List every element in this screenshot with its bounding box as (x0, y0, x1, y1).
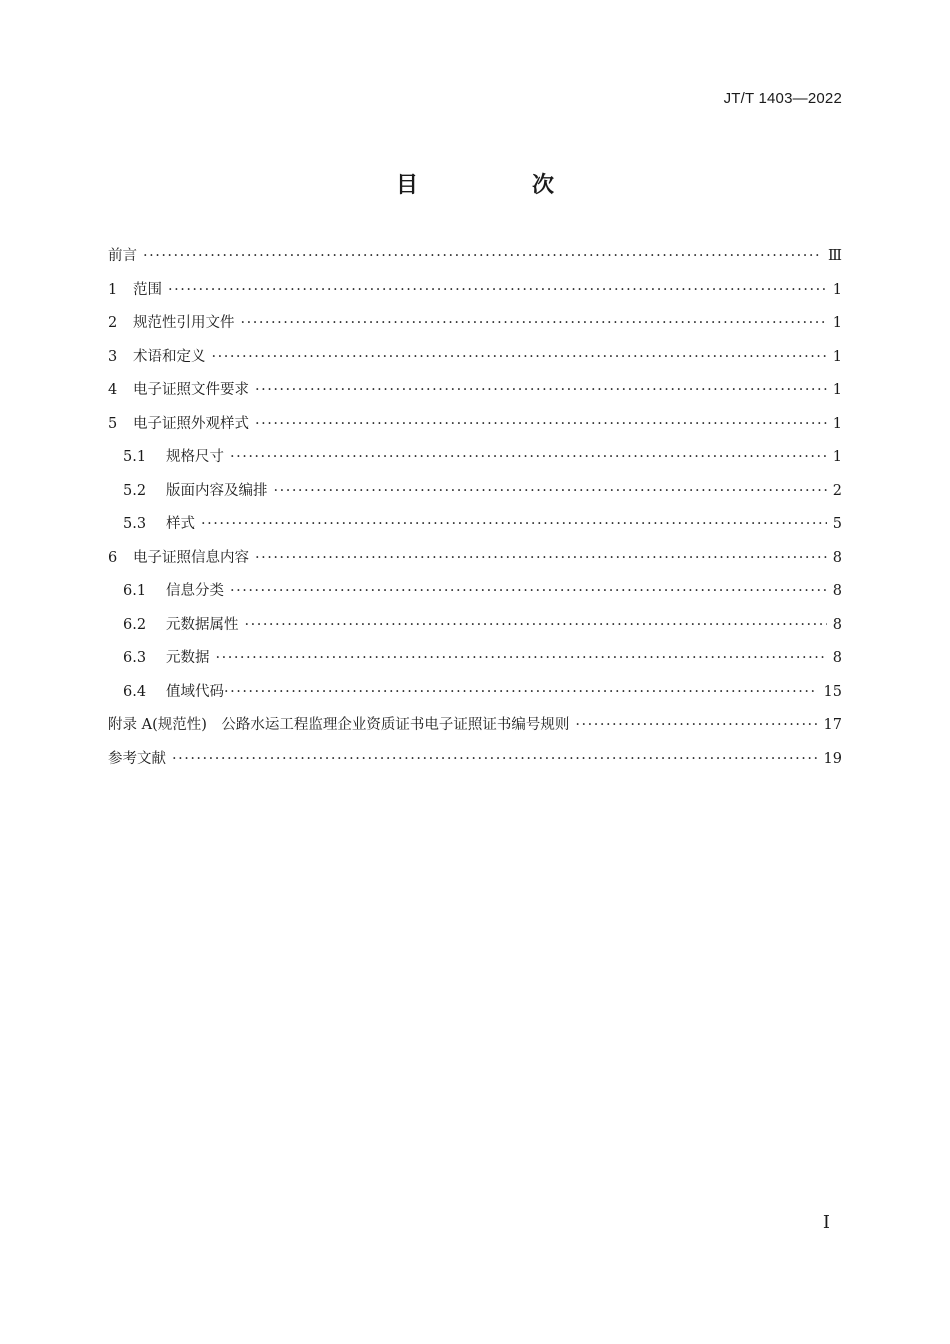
toc-leader-dots (255, 408, 827, 442)
toc-entry-page: 5 (832, 516, 842, 532)
toc-entry-number: 5.2 (123, 482, 147, 499)
toc-leader-dots (172, 743, 818, 777)
toc-entry-number: 5 (108, 415, 118, 432)
toc-entry-page: 8 (832, 616, 842, 633)
table-of-contents (108, 240, 842, 776)
toc-leader-dots (230, 575, 827, 609)
toc-entry-number: 6.4 (123, 683, 147, 700)
toc-entry-number: 5.1 (123, 449, 147, 465)
toc-entry-foreword[interactable] (108, 240, 842, 274)
toc-entry-number: 5.3 (123, 516, 147, 532)
toc-entry-number: 6.1 (123, 583, 147, 599)
toc-entry-label: 术语和定义 (133, 348, 206, 365)
toc-entry-number: 2 (108, 315, 118, 331)
toc-leader-dots (241, 307, 827, 341)
toc-entry-label: 参考文献 (108, 750, 166, 767)
toc-entry-label: 电子证照信息内容 (133, 549, 249, 566)
toc-entry-page: 17 (823, 717, 842, 733)
toc-leader-dots (230, 441, 827, 475)
toc-entry-page: 1 (832, 449, 842, 465)
toc-entry-file-requirements[interactable] (108, 374, 842, 408)
page-number: Ⅰ (822, 1212, 830, 1232)
toc-entry-page: 2 (832, 482, 842, 499)
toc-entry-label: 附录 A(规范性) 公路水运工程监理企业资质证书电子证照证书编号规则 (108, 717, 570, 733)
toc-entry-layout[interactable] (108, 475, 842, 509)
toc-leader-dots (212, 341, 827, 375)
toc-entry-scope[interactable] (108, 274, 842, 308)
toc-entry-page: 15 (823, 683, 842, 700)
toc-title: 目 次 (395, 173, 600, 198)
toc-entry-number: 6.2 (123, 616, 147, 633)
toc-entry-classification[interactable] (108, 575, 842, 609)
toc-entry-appearance-style[interactable] (108, 408, 842, 442)
toc-leader-dots (224, 676, 818, 710)
toc-entry-information-content[interactable] (108, 542, 842, 576)
standard-number: JT/T 1403—2022 (723, 90, 842, 107)
toc-leader-dots (201, 508, 827, 542)
toc-entry-page: 8 (832, 583, 842, 599)
toc-entry-label: 规范性引用文件 (133, 315, 235, 331)
toc-entry-number: 6.3 (123, 650, 147, 666)
toc-leader-dots (168, 274, 827, 308)
toc-entry-number: 3 (108, 348, 118, 365)
toc-entry-page: 1 (832, 348, 842, 365)
toc-entry-dimensions[interactable] (108, 441, 842, 475)
toc-entry-label: 信息分类 (166, 583, 224, 599)
toc-entry-label: 前言 (108, 248, 137, 264)
toc-leader-dots (245, 609, 827, 643)
toc-entry-bibliography[interactable] (108, 743, 842, 777)
toc-entry-normative-references[interactable] (108, 307, 842, 341)
toc-entry-style[interactable] (108, 508, 842, 542)
toc-entry-label: 电子证照文件要求 (133, 382, 249, 398)
toc-leader-dots (255, 374, 827, 408)
toc-entry-label: 元数据 (166, 650, 210, 666)
toc-leader-dots (274, 475, 827, 509)
toc-leader-dots (255, 542, 827, 576)
toc-entry-page: 8 (832, 650, 842, 666)
toc-entry-annex-a[interactable] (108, 709, 842, 743)
toc-entry-terms-definitions[interactable] (108, 341, 842, 375)
toc-leader-dots (143, 240, 822, 274)
toc-leader-dots (216, 642, 827, 676)
toc-entry-metadata[interactable] (108, 642, 842, 676)
toc-entry-page: 1 (832, 415, 842, 432)
toc-entry-label: 版面内容及编排 (166, 482, 268, 499)
toc-entry-metadata-attributes[interactable] (108, 609, 842, 643)
toc-entry-number: 4 (108, 382, 118, 398)
toc-entry-page: 1 (832, 281, 842, 298)
toc-entry-page: 1 (832, 315, 842, 331)
toc-entry-label: 样式 (166, 516, 195, 532)
toc-entry-number: 6 (108, 549, 118, 566)
toc-entry-label: 范围 (133, 281, 162, 298)
toc-entry-page: Ⅲ (828, 248, 842, 264)
toc-entry-number: 1 (108, 281, 118, 298)
toc-entry-value-codes[interactable] (108, 676, 842, 710)
toc-leader-dots (575, 709, 817, 743)
toc-entry-label: 电子证照外观样式 (133, 415, 249, 432)
toc-entry-page: 8 (832, 549, 842, 566)
toc-entry-label: 值域代码 (166, 683, 224, 700)
toc-entry-label: 元数据属性 (166, 616, 239, 633)
toc-entry-page: 19 (823, 750, 842, 767)
toc-entry-label: 规格尺寸 (166, 449, 224, 465)
toc-entry-page: 1 (832, 382, 842, 398)
